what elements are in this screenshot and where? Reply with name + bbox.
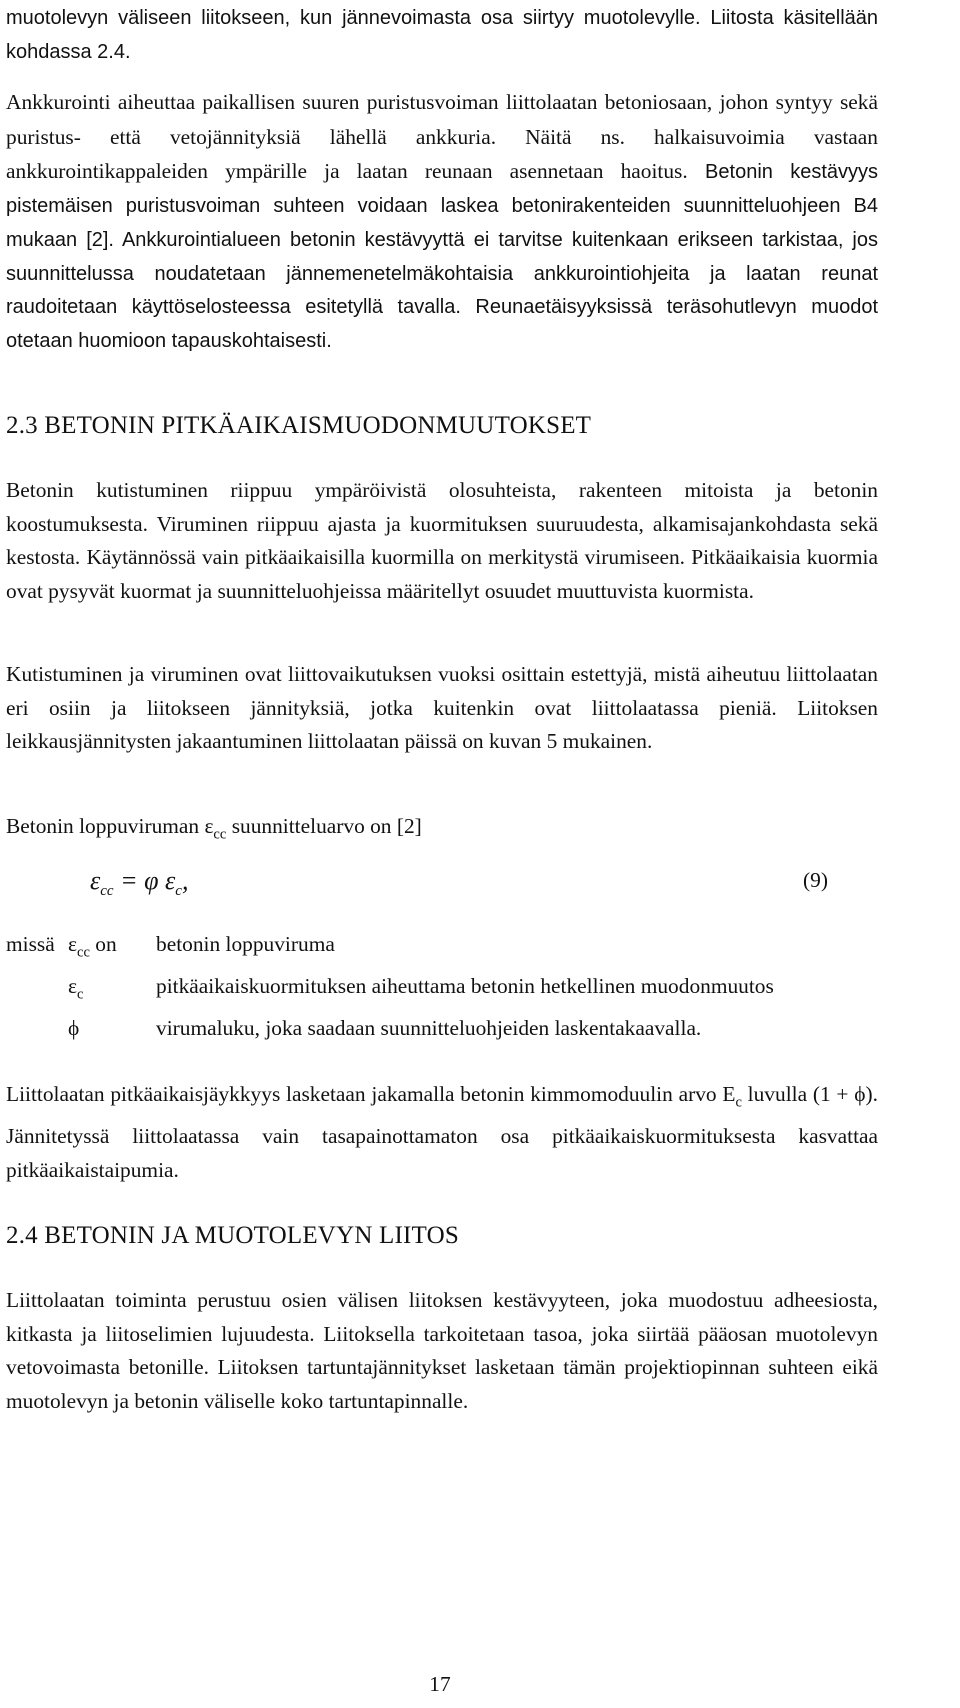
definition-symbol: [68, 928, 156, 970]
final-creep-subscript: cc: [213, 826, 227, 843]
symbol-char: ϕ: [68, 1015, 80, 1040]
symbol-char: ε: [68, 973, 77, 998]
definition-symbol: [68, 1012, 156, 1054]
equation-9: [6, 860, 878, 910]
equation-formula: [90, 866, 188, 900]
definition-lead: [6, 970, 68, 1012]
definition-lead: [6, 1012, 68, 1054]
definition-row: [6, 928, 878, 970]
paragraph-creep-restraint: Kutistuminen ja viruminen ovat liittovaikutuksen vuoksi osittain estettyjä, mistä aiheutuu liittolaatan eri osiin ja liitokseen jännityksiä, jotka kuitenkin ovat liittolaatassa pieniä. Liitoksen leikkausjännitysten jakaantuminen liittolaatan päissä on kuvan 5 mukainen.: [6, 662, 878, 754]
symbol-definitions: [6, 928, 878, 1054]
paragraph-continuation: muotolevyn väliseen liitokseen, kun jännevoimasta osa siirtyy muotolevylle. Liitosta käsitellään kohdassa 2.4.: [6, 7, 878, 63]
symbol-after: on: [89, 932, 117, 956]
definition-row: [6, 1012, 878, 1054]
definition-text: betonin loppuviruma: [156, 932, 335, 956]
definition-symbol: [68, 970, 156, 1012]
paragraph-shrinkage: Betonin kutistuminen riippuu ympäröivistä olosuhteista, rakenteen mitoista ja betonin koostumuksesta. Viruminen riippuu ajasta ja kuormituksen suuruudesta, alkamisajankohdasta sekä kestosta. Käytännössä vain pitkäaikaisilla kuormilla on merkitystä virumiseen. Pitkäaikaisia kuormia ovat pysyvät kuormat ja suunnitteluohjeissa määritellyt osuudet muuttuvista kuormista.: [6, 478, 878, 604]
paragraph-final-creep: [6, 810, 878, 852]
section-heading-2-4: 2.4 BETONIN JA MUOTOLEVYN LIITOS: [6, 1222, 459, 1249]
equation-middle: = φ ε: [113, 866, 176, 895]
symbol-char: ε: [68, 932, 77, 956]
definition-text: virumaluku, joka saadaan suunnitteluohjeiden laskentakaavalla.: [156, 1015, 702, 1040]
page-number: 17: [429, 1672, 451, 1696]
equation-lhs-subscript: cc: [100, 883, 114, 900]
paragraph-long-term-stiffness: [6, 1078, 878, 1187]
symbol-subscript: c: [76, 986, 84, 1003]
equation-number: (9): [803, 868, 828, 892]
equation-rhs-subscript: c: [175, 883, 182, 900]
definition-lead: missä: [6, 932, 55, 956]
stiffness-text-end: luvulla (1 + ϕ). Jännitetyssä liittolaatassa vain tasapainottamaton osa pitkäaikaiskuormituksesta kasvattaa pitkäaikaistaipumia.: [6, 1082, 878, 1182]
symbol-subscript: cc: [76, 944, 90, 961]
final-creep-text-end: suunnitteluarvo on [2]: [226, 814, 422, 838]
paragraph-anchoring-part1: Ankkurointi aiheuttaa paikallisen suuren puristusvoiman liittolaatan betoniosaan, johon syntyy sekä puristus- että vetojännityksiä lähellä ankkuria. Näitä ns. halkaisuvoimia vastaan ankkurointikappaleiden ympärille ja laatan reunaan asennetaan haoitus.: [6, 90, 878, 184]
definition-text: pitkäaikaiskuormituksen aiheuttama betonin hetkellinen muodonmuutos: [156, 973, 774, 998]
stiffness-text: Liittolaatan pitkäaikaisjäykkyys lasketaan jakamalla betonin kimmomoduulin arvo E: [6, 1082, 736, 1106]
definition-row: [6, 970, 878, 1012]
equation-lhs: ε: [90, 866, 101, 895]
paragraph-anchoring-part3: Ankkurointialueen betonin kestävyyttä ei tarvitse kuitenkaan erikseen tarkistaa, jos suunnittelussa noudatetaan jännemenetelmäkohtaisia ankkurointiohjeita ja laatan reunat raudoitetaan käyttöselosteessa esitetyllä tavalla. Reunaetäisyyksissä teräsohutlevyn muodot otetaan huomioon tapauskohtaisesti.: [6, 228, 878, 352]
section-heading-2-3: 2.3 BETONIN PITKÄAIKAISMUODONMUUTOKSET: [6, 412, 592, 439]
final-creep-text: Betonin loppuviruman ε: [6, 814, 214, 838]
equation-tail: ,: [181, 866, 189, 895]
paragraph-connection: Liittolaatan toiminta perustuu osien välisen liitoksen kestävyyteen, joka muodostuu adheesiosta, kitkasta ja liitoselimien lujuudesta. Liitoksella tarkoitetaan tasoa, joka siirtää pääosan muotolevyn vetovoimasta betonille. Liitoksen tartuntajännitykset lasketaan tämän projektiopinnan suhteen eikä muotolevyn ja betonin väliselle koko tartuntapinnalle.: [6, 1288, 878, 1414]
paragraph-anchoring: [6, 86, 878, 359]
stiffness-subscript: c: [735, 1094, 742, 1111]
paragraph-anchoring-part2: Betonin kestävyys pistemäisen puristusvoiman suhteen voidaan laskea betonirakenteiden suunnitteluohjeen B4 mukaan [2].: [6, 161, 878, 251]
